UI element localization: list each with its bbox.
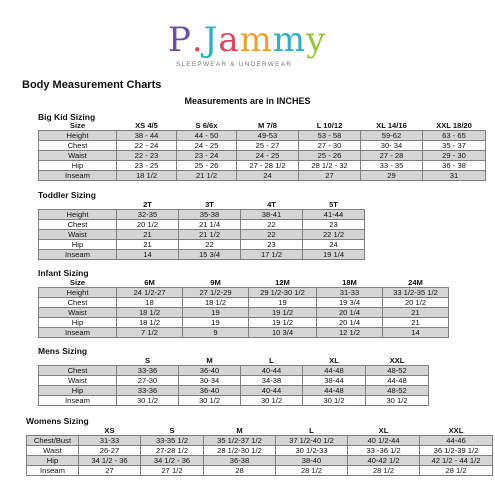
measurement-value: 30 1/2 [179,396,241,406]
measurement-value: 29 - 30 [423,151,486,161]
measurement-value: 17 1/2 [241,250,303,260]
logo-letter: P [168,20,192,60]
measurement-value: 30 1/2 [241,396,303,406]
measurement-value: 14 [117,250,179,260]
measurement-value: 22 [241,230,303,240]
measurement-value: 53 - 58 [299,131,361,141]
measurement-value: 19 1/4 [303,250,365,260]
table-header-row [39,356,429,366]
measurement-label: Waist [39,376,117,386]
size-column-header: 6M [144,278,155,287]
measurement-value: 19 3/4 [317,298,383,308]
measurement-label: Hip [27,456,79,466]
measurement-value: 25 - 26 [299,151,361,161]
measurement-value: 63 - 65 [423,131,486,141]
size-column-header: M 7/8 [258,121,277,130]
table-row [39,366,429,376]
table-row [39,308,449,318]
measurement-value: 44-46 [420,436,493,446]
measurement-value: 23 - 24 [177,151,237,161]
measurement-value: 35 1/2-37 1/2 [204,436,276,446]
size-header-label [39,356,117,366]
measurement-value: 27-28 1/2 [141,446,204,456]
measurement-value: 28 1/2 - 32 [299,161,361,171]
table-row [39,141,486,151]
measurement-value: 19 [183,308,249,318]
table-row [39,318,449,328]
measurement-value: 22 [241,220,303,230]
size-column-header: XS 4/5 [135,121,158,130]
size-column-header: 5T [329,200,338,209]
measurement-value: 29 [361,171,423,181]
measurement-value: 38 - 44 [117,131,177,141]
section-title-womens: Womens Sizing [26,416,89,426]
measurement-value: 33-36 [117,386,179,396]
measurement-value: 33 1/2-35 1/2 [383,288,449,298]
size-header-label: Size [69,278,86,287]
measurement-value: 25 - 27 [237,141,299,151]
measurement-value: 35 - 37 [423,141,486,151]
measurement-value: 34 1/2 - 36 [141,456,204,466]
measurement-value: 20 1/4 [317,318,383,328]
measurement-value: 21 1/4 [179,220,241,230]
measurement-value: 48-52 [366,386,429,396]
measurement-value: 21 [117,230,179,240]
size-column-header: L [269,356,274,365]
size-column-header: L [309,426,314,435]
logo-letter: m [272,20,307,60]
measurement-value: 59-62 [361,131,423,141]
measurement-value: 14 [383,328,449,338]
measurement-value: 37 1/2-40 1/2 [276,436,348,446]
measurement-value: 9 [183,328,249,338]
measurement-value: 33-36 [117,366,179,376]
measurement-label: Hip [39,240,117,250]
size-column-header: XS [104,426,115,435]
table-row [39,161,486,171]
measurement-value: 28 [204,466,276,476]
measurement-value: 33 -36 1/2 [348,446,420,456]
measurement-value: 36 - 38 [423,161,486,171]
measurement-value: 21 [117,240,179,250]
section-title-big-kid: Big Kid Sizing [38,112,96,122]
size-column-header: XL [378,426,389,435]
size-column-header: 18M [342,278,357,287]
measurement-value: 12 1/2 [317,328,383,338]
measurement-value: 38-41 [241,210,303,220]
measurement-label: Height [39,131,117,141]
measurement-value: 40-44 [241,386,303,396]
table-row [27,446,493,456]
size-column-header: XXL [448,426,464,435]
measurement-value: 34-38 [241,376,303,386]
measurement-value: 25 - 26 [177,161,237,171]
measurement-label: Hip [39,161,117,171]
table-row [27,466,493,476]
section-title-infant: Infant Sizing [38,268,89,278]
table-header-row [39,200,365,210]
measurement-value: 24 - 25 [177,141,237,151]
table-row [39,240,365,250]
measurement-value: 7 1/2 [117,328,183,338]
size-column-header: 2T [143,200,152,209]
measurement-value: 15 3/4 [179,250,241,260]
table-row [39,171,486,181]
table-header-row [39,278,449,288]
logo-letter: a [218,20,240,60]
logo-wordmark [168,20,326,60]
size-header-label [27,426,79,436]
table-row [39,220,365,230]
table-header-row [39,121,486,131]
measurement-value: 19 [183,318,249,328]
size-column-header: S 6/6x [195,121,218,130]
measurement-value: 40-42 1/2 [348,456,420,466]
measurement-value: 27 [299,171,361,181]
measurement-value: 28 1/2 [276,466,348,476]
measurement-label: Waist [39,308,117,318]
measurement-value: 22 - 23 [117,151,177,161]
table-row [39,396,429,406]
section-title-toddler: Toddler Sizing [38,190,96,200]
measurement-value: 20 1/4 [317,308,383,318]
table-row [39,230,365,240]
size-column-header: 9M [210,278,221,287]
measurement-value: 36-38 [204,456,276,466]
measurement-value: 27 - 28 [361,151,423,161]
measurement-value: 22 - 24 [117,141,177,151]
size-column-header: M [206,356,213,365]
measurement-value: 30 1/2 [366,396,429,406]
measurement-value: 30 1/2 [303,396,366,406]
measurement-value: 34 1/2 - 36 [79,456,141,466]
measurement-value: 28 1/2-30 1/2 [204,446,276,456]
measurement-label: Chest [39,220,117,230]
measurement-label: Height [39,210,117,220]
measurement-value: 24 [303,240,365,250]
size-column-header: XL 14/16 [376,121,407,130]
measurement-value: 28 1/2 [420,466,493,476]
measurement-value: 23 [241,240,303,250]
size-column-header: XXL 18/20 [436,121,472,130]
measurement-value: 49-53 [237,131,299,141]
measurement-value: 36-40 [179,366,241,376]
table-row [39,250,365,260]
measurement-label: Chest [39,298,117,308]
size-column-header: 24M [408,278,423,287]
measurement-value: 32-35 [117,210,179,220]
size-column-header: 4T [267,200,276,209]
mens-size-table [38,356,429,406]
size-column-header: M [236,426,243,435]
infant-size-table [38,278,449,338]
measurement-value: 18 [117,298,183,308]
measurement-value: 23 [303,220,365,230]
units-note: Measurements are in INCHES [184,96,311,106]
big-kid-size-table [38,121,486,181]
measurement-value: 28 1/2 [348,466,420,476]
measurement-value: 31-33 [79,436,141,446]
size-header-label [39,200,117,210]
measurement-value: 38-44 [303,376,366,386]
page-title: Body Measurement Charts [22,79,162,91]
size-column-header: L 10/12 [316,121,343,130]
measurement-value: 40-44 [241,366,303,376]
measurement-value: 23 - 25 [117,161,177,171]
size-column-header: 12M [275,278,290,287]
measurement-label: Inseam [39,396,117,406]
measurement-value: 30 1/2-33 [276,446,348,456]
measurement-value: 22 [179,240,241,250]
measurement-value: 44 - 50 [177,131,237,141]
measurement-value: 24 1/2-27 [117,288,183,298]
table-row [39,151,486,161]
measurement-label: Inseam [39,171,117,181]
logo-tagline: SLEEPWEAR & UNDERWEAR [176,61,293,68]
measurement-value: 36-40 [179,386,241,396]
measurement-value: 42 1/2 - 44 1/2 [420,456,493,466]
measurement-label: Chest [39,366,117,376]
size-column-header: S [169,426,175,435]
measurement-value: 24 [237,171,299,181]
brand-logo [168,20,328,72]
measurement-value: 30-34 [179,376,241,386]
measurement-value: 31-33 [317,288,383,298]
measurement-value: 48-52 [366,366,429,376]
measurement-label: Inseam [39,328,117,338]
measurement-value: 27 - 30 [299,141,361,151]
measurement-value: 21 1/2 [177,171,237,181]
measurement-label: Chest/Bust [27,436,79,446]
toddler-size-table [38,200,365,260]
measurement-value: 27-30 [117,376,179,386]
size-column-header: S [144,356,151,365]
logo-letter: . [191,20,204,60]
measurement-value: 30 1/2 [117,396,179,406]
measurement-value: 19 [249,298,317,308]
logo-letter: m [239,20,273,60]
measurement-label: Inseam [27,466,79,476]
measurement-label: Waist [39,230,117,240]
measurement-value: 21 1/2 [179,230,241,240]
measurement-value: 22 1/2 [303,230,365,240]
size-column-header: 3T [205,200,214,209]
table-row [27,456,493,466]
table-row [27,436,493,446]
section-title-mens: Mens Sizing [38,346,88,356]
measurement-value: 27 1/2 [141,466,204,476]
measurement-value: 29 1/2-30 1/2 [249,288,317,298]
table-row [39,131,486,141]
measurement-label: Height [39,288,117,298]
measurement-value: 19 1/2 [249,308,317,318]
measurement-value: 19 1/2 [249,318,317,328]
measurement-value: 18 1/2 [117,318,183,328]
measurement-label: Chest [39,141,117,151]
table-row [39,298,449,308]
measurement-value: 27 [79,466,141,476]
measurement-label: Waist [39,151,117,161]
table-header-row [27,426,493,436]
measurement-label: Waist [27,446,79,456]
table-row [39,376,429,386]
table-row [39,288,449,298]
measurement-value: 36 1/2-39 1/2 [420,446,493,456]
measurement-value: 41-44 [303,210,365,220]
measurement-value: 27 1/2-29 [183,288,249,298]
size-header-label: Size [69,121,86,130]
measurement-value: 40 1/2-44 [348,436,420,446]
size-column-header: XXL [389,356,405,365]
measurement-value: 27 - 28 1/2 [237,161,299,171]
measurement-value: 20 1/2 [383,298,449,308]
measurement-value: 20 1/2 [117,220,179,230]
measurement-value: 18 1/2 [183,298,249,308]
measurement-value: 44-48 [303,366,366,376]
logo-letter: y [306,20,327,60]
measurement-value: 30- 34 [361,141,423,151]
measurement-value: 21 [383,308,449,318]
size-column-header: XL [329,356,339,365]
measurement-value: 38-40 [276,456,348,466]
measurement-value: 44-48 [303,386,366,396]
measurement-value: 26-27 [79,446,141,456]
measurement-value: 18 1/2 [117,308,183,318]
measurement-value: 18 1/2 [117,171,177,181]
measurement-label: Inseam [39,250,117,260]
measurement-value: 35-38 [179,210,241,220]
womens-size-table [26,426,493,476]
measurement-label: Hip [39,386,117,396]
measurement-label: Hip [39,318,117,328]
table-row [39,210,365,220]
table-row [39,328,449,338]
table-row [39,386,429,396]
measurement-value: 21 [383,318,449,328]
logo-letter: J [203,20,219,60]
measurement-value: 44-48 [366,376,429,386]
measurement-value: 10 3/4 [249,328,317,338]
measurement-value: 33-35 1/2 [141,436,204,446]
measurement-value: 31 [423,171,486,181]
measurement-value: 24 - 25 [237,151,299,161]
measurement-value: 33 - 35 [361,161,423,171]
